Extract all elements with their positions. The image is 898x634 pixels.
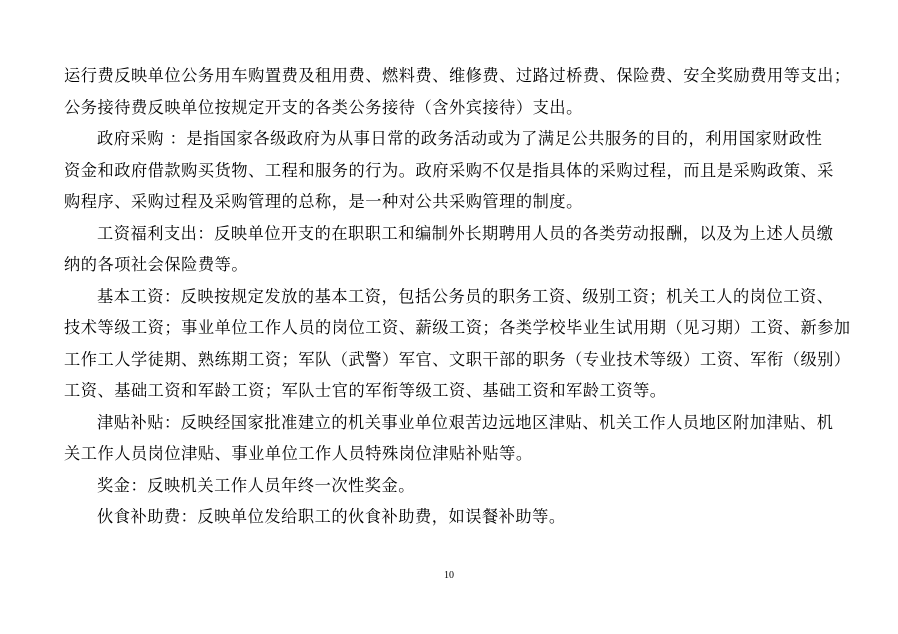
text-line: 资金和政府借款购买货物、工程和服务的行为。政府采购不仅是指具体的采购过程，而且是采购政策、采 (64, 160, 834, 180)
text-line: 工资、基础工资和军龄工资；军队士官的军衔等级工资、基础工资和军龄工资等。 (64, 381, 667, 400)
text-line: 奖金：反映机关工作人员年终一次性奖金。 (97, 475, 416, 495)
page-number: 10 (444, 570, 454, 581)
text-line: 基本工资：反映按规定发放的基本工资，包括公务员的职务工资、级别工资；机关工人的岗位工资、 (97, 286, 834, 306)
text-line: 工作工人学徒期、熟练期工资；军队（武警）军官、文职干部的职务（专业技术等级）工资、军衔（级别） (64, 349, 851, 369)
text-line: 纳的各项社会保险费等。 (64, 255, 249, 274)
text-line: 关工作人员岗位津贴、事业单位工作人员特殊岗位津贴补贴等。 (64, 444, 533, 463)
text-line: 购程序、采购过程及采购管理的总称，是一种对公共采购管理的制度。 (64, 192, 583, 211)
text-line: 政府采购 ：是指国家各级政府为从事日常的政务活动或为了满足公共服务的目的，利用国家财政性 (97, 129, 823, 148)
text-line: 技术等级工资；事业单位工作人员的岗位工资、薪级工资；各类学校毕业生试用期（见习期）工资、新参加 (64, 318, 851, 337)
text-line: 津贴补贴：反映经国家批准建立的机关事业单位艰苦边远地区津贴、机关工作人员地区附加津贴、机 (97, 412, 834, 432)
text-line: 运行费反映单位公务用车购置费及租用费、燃料费、维修费、过路过桥费、保险费、安全奖励费用等支出； (64, 66, 851, 85)
text-line: 伙食补助费：反映单位发给职工的伙食补助费，如误餐补助等。 (97, 507, 566, 526)
document-body (64, 60, 851, 533)
text-line: 公务接待费反映单位按规定开支的各类公务接待（含外宾接待）支出。 (64, 97, 583, 117)
text-line: 工资福利支出：反映单位开支的在职职工和编制外长期聘用人员的各类劳动报酬，以及为上述人员缴 (97, 223, 834, 243)
